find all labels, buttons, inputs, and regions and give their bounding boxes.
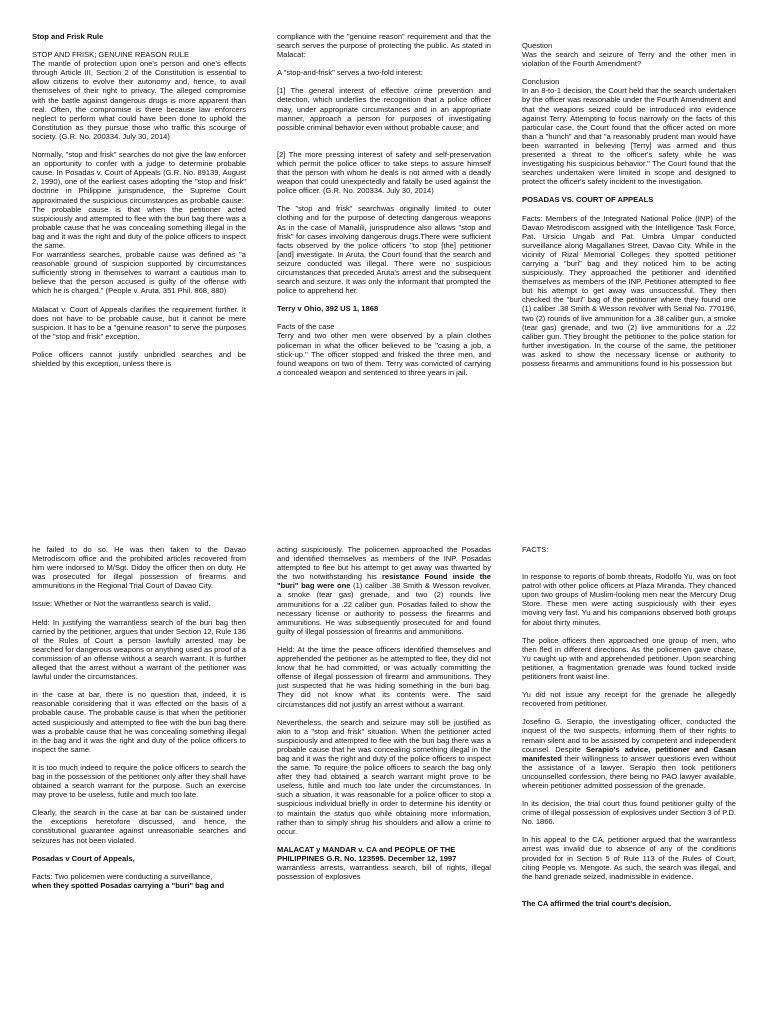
column-4 [32, 545, 246, 1015]
paragraph: Normally, "stop and frisk" searches do not give the law enforcer an opportunity to confer with a judge to determine probable cause. In Posadas v. Court of Appeals (G.R. No. 89139, August 2, 1990), one of the earliest cases adopting the "stop and frisk" doctrine in Philippine jurisprudence, the Supreme Court approximated the suspicious circumstances as probable cause: [32, 150, 246, 205]
paragraph: in the case at bar, there is no question that, indeed, it is reasonable considering that it was effected on the basis of a probable cause. The probable cause is that when the petitioner acted suspiciously and attempted to flee with the buri bag there was a probable cause that he was concealing something illegal in the bag and it was the right and duty of the police officers to inspect the same. [32, 690, 246, 754]
paragraph: Facts: Members of the Integrated National Police (INP) of the Davao Metrodiscom assigned with the Intelligence Task Force, Pat. Ursicio Ungab and Pat. Umbra Umpar conducted surveillance along Magallanes Street, Davao City. While in the vicinity of Rizal Memorial Colleges they spotted petitioner carrying a "buri" bag and they noticed him to be acting suspiciously. They approached the petitioner and identified themselves as members of the INP. Petitioner attempted to flee but his attempt to get away was unsuccessful. They then checked the "buri" bag of the petitioner where they found one (1) caliber .38 Smith & Wesson revolver with Serial No. 770196, two (2) rounds of live ammunition for a .38 caliber gun, a smoke (tear gas) grenade, and two (2) live ammunitions for a .22 caliber gun. They brought the petitioner to the police station for further investigation. In the course of the same, the petitioner was asked to show the necessary license or authority to possess firearms and ammunitions found in his possession but [522, 213, 736, 368]
paragraph: The probable cause is that when the petitioner acted suspiciously and attempted to flee with the buri bag there was a probable cause that he was concealing something illegal in the bag and it was the right and duty of the police officers to inspect the same. [32, 204, 246, 250]
text-run: (1) caliber .38 Smith & Wesson revolver, a smoke (tear gas) grenade, and two (2) rounds live ammunitions for a .22 caliber gun. Posadas failed to show the necessary license or authority to possess the firearms and ammunitions. He was subsequently prosecuted for and found guilty of illegal possession of firearms and ammunitions. [277, 581, 491, 636]
paragraph: In his appeal to the CA, petitioner argued that the warrantless arrest was invalid due to absence of any of the conditions provided for in Section 5 of Rule 113 of the Rules of Court, citing People vs. Mengote. As such, the search was illegal, and the hand grenade seized, inadmissible in evidence. [522, 835, 736, 881]
question-label: Question [522, 41, 553, 50]
paragraph: In its decision, the trial court thus found petitioner guilty of the crime of illegal possession of explosives under Section 3 of P.D. No. 1866. [522, 799, 736, 827]
paragraph: Police officers cannot justify unbridled searches and be shielded by this exception, unless there is [32, 349, 246, 368]
paragraph: when they spotted Posadas carrying a "buri" bag and [32, 880, 225, 890]
paragraph: It is too much indeed to require the police officers to search the bag in the possession of the petitioner only after they shall have obtained a search warrant for the purpose. Such an exercise may prove to be useless, futile and much too late. [32, 762, 246, 800]
column-6 [522, 545, 736, 1015]
facts-label: Facts of the case [277, 322, 335, 332]
paragraph: For warrantless searches, probable cause was defined as "a reasonable ground of suspicion supported by circumstances sufficiently strong in themselves to warrant a cautious man to believe that the person accused is guilty of the offense with which he is charged." (People v. Aruta, 351 Phil. 868, 880) [32, 250, 246, 296]
column-3 [522, 41, 736, 447]
case-tags: warrantless arrests, warrantless search, bill of rights, illegal possession of explosives [277, 863, 491, 882]
case-heading: Posadas v Court of Appeals, [32, 853, 135, 863]
paragraph: Nevertheless, the search and seizure may still be justified as akin to a "stop and frisk" situation. When the petitioner acted suspiciously and attempted to flee with the buri bag there was a probable cause that he was concealing something illegal in the bag and it was the right and duty of the police officers to inspect the same. To require the police officers to search the bag only after they had obtained a search warrant might prove to be useless, futile and much too late under the circumstances. In such a situation, it was reasonable for a police officer to stop a suspicious individual briefly in order to determine his identity or to maintain the status quo while obtaining more information, rather than to simply shrug his shoulders and allow a crime to occur. [277, 717, 491, 836]
column-2 [277, 32, 491, 447]
paragraph: Yu did not issue any receipt for the grenade he allegedly recovered from petitioner. [522, 690, 736, 709]
paragraph: he failed to do so. He was then taken to the Davao Metrodiscom office and the prohibited articles recovered from him were indorsed to M/Sgt. Didoy the officer then on duty. He was prosecuted for illegal possession of firearms and ammunitions in the Regional Trial Court of Davao City. [32, 545, 246, 591]
paragraph: The CA affirmed the trial court's decision. [522, 898, 672, 908]
paragraph: In response to reports of bomb threats, Rodolfo Yu, was on foot patrol with other police officers at Plaza Miranda. They chanced upon two groups of Muslim-looking men near the Mercury Drug Store. These men were acting suspiciously with their eyes moving very fast. Yu and his companions observed both groups for about thirty minutes. [522, 572, 736, 627]
text-run: acting suspiciously. The policemen approached the Posadas and identified themselves as members of the INP. Posadas attempted to flee but his attempt to get away was thwarted by the two notwithstanding his [277, 545, 491, 582]
conclusion-label: Conclusion [522, 77, 560, 87]
case-heading: Terry v Ohio, 392 US 1, 1868 [277, 304, 379, 314]
paragraph: Held: At the time the peace officers identified themselves and apprehended the petitioner as he attempted to flee, they did not know that he had committed, or was actually committing the offense of illegal possession of firearm and ammunitions. They just suspected that he was hiding something in the buri bag. They did not know what its contents were. The said circumstances did not justify an arrest without a warrant. [277, 644, 491, 709]
page-title: Stop and Frisk Rule [32, 32, 104, 41]
paragraph: Facts: Two policemen were conducting a surveillance, [32, 871, 213, 881]
paragraph: The "stop and frisk" searchwas originally limited to outer clothing and for the purpose of detecting dangerous weapons As in the case of Manalili, jurisprudence also allows "stop and frisk" for cases involving dangerous drugs.There were sufficient facts observed by the police officers "to stop [the] petitioner [and] investigate. In Aruta, the Court found that the search and seizure conducted was illegal. There were no suspicious circumstances that preceded Aruta's arrest and the subsequent search and seizure. It was only the informant that prompted the police to apprehend her. [277, 204, 491, 296]
text-run: Josefino G. Serapio, the investigating officer, conducted the inquest of the two suspects, informing them of their rights to remain silent and to be assisted by competent and independent counsel. Despite [522, 717, 736, 754]
text-run: their willingness to answer questions even without the assistance of a lawyer. Serapio then took petitioners uncounselled confession, there being no PAO lawyer available, wherein petitioner admitted possession of the grenade. [522, 753, 736, 790]
section-subtitle: STOP AND FRISK; GENUINE REASON RULE [32, 50, 189, 60]
case-heading: MALACAT y MANDAR v. CA and PEOPLE OF THE PHILIPPINES G.R. No. 123595. December 12, 1997 [277, 844, 457, 863]
paragraph: A "stop-and-frisk" serves a two-fold interest: [277, 68, 423, 78]
column-1 [32, 32, 246, 447]
paragraph: In an 8-to-1 decision, the Court held that the search undertaken by the officer was reasonable under the Fourth Amendment and that the weapons seized could be introduced into evidence against Terry. Attempting to focus narrowly on the facts of this particular case, the Court found that the officer acted on more than a "hunch" and that "a reasonably prudent man would have been warranted in believing [Terry] was armed and thus presented a threat to the officer's safety while he was investigating his suspicious behavior." The Court found that the searches undertaken were limited in scope and designed to protect the officer's safety incident to the investigation. [522, 86, 736, 187]
paragraph: compliance with the "genuine reason" requirement and that the search serves the purpose of protecting the public. As stated in Malacat: [277, 32, 491, 60]
case-heading: POSADAS VS. COURT OF APPEALS [522, 195, 654, 205]
paragraph: Issue: Whether or Not the warrantless search is valid. [32, 599, 211, 609]
highlighted-text: Serapio's advice, petitioner and Casan manifested [522, 744, 736, 763]
paragraph: Clearly, the search in the case at bar can be sustained under the exceptions heretofore discussed, and hence, the constitutional guarantee against unreasonable searches and seizures has not been violated. [32, 808, 246, 845]
paragraph: Held: In justifying the warrantless search of the buri bag then carried by the petitioner, argues that under Section 12, Rule 136 of the Rules of Court a person lawfully arrested may be searched for dangerous weapons or anything used as proof of a commission of an offense without a search warrant. It is further alleged that the arrest without a warrant of the petitioner was lawful under the circumstances. [32, 617, 246, 682]
column-5 [277, 545, 491, 1015]
paragraph: The mantle of protection upon one's person and one's effects through Article III, Section 2 of the Constitution is essential to allow citizens to evolve their autonomy and, hence, to avail themselves of their right to privacy. The alleged compromise with the battle against dangerous drugs is more apparent than real. Often, the compromise is there because law enforcers neglect to perform what could have been done to uphold the Constitution as they pursue those who traffic this scourge of society. (G.R. No. 200334. July 30, 2014) [32, 59, 246, 141]
paragraph: [2] The more pressing interest of safety and self-preservation which permit the police officer to take steps to assure himself that the person with whom he deals is not armed with a deadly weapon that could unexpectedly and fatally be used against the police officer. (G.R. No. 200334. July 30, 2014) [277, 149, 491, 196]
paragraph: The police officers then approached one group of men, who then fled in different directions. As the policemen gave chase, Yu caught up with and apprehended petitioner. Upon searching petitioner, a fragmentation grenade was found tucked inside petitioners front waist line. [522, 635, 736, 682]
paragraph: Was the search and seizure of Terry and the other men in violation of the Fourth Amendment? [522, 50, 736, 69]
paragraph [277, 545, 491, 636]
paragraph: Terry and two other men were observed by a plain clothes policeman in what the officer believed to be "casing a job, a stick-up." The officer stopped and frisked the three men, and found weapons on two of them. Terry was convicted of carrying a concealed weapon and sentenced to three years in jail. [277, 331, 491, 377]
paragraph: Malacat v. Court of Appeals clarifies the requirement further. It does not have to be probable cause, but it cannot be mere suspicion. It has to be a "genuine reason" to serve the purposes of the "stop and frisk" exception. [32, 304, 246, 341]
paragraph: [1] The general interest of effective crime prevention and detection, which underlies the recognition that a police officer may, under appropriate circumstances and in an appropriate manner, approach a person for purposes of investigating possible criminal behavior even without probable cause; and [277, 86, 491, 132]
paragraph [522, 717, 736, 790]
facts-label: FACTS: [522, 545, 549, 554]
highlighted-text: resistance Found inside the "buri" bag were one [277, 572, 491, 591]
